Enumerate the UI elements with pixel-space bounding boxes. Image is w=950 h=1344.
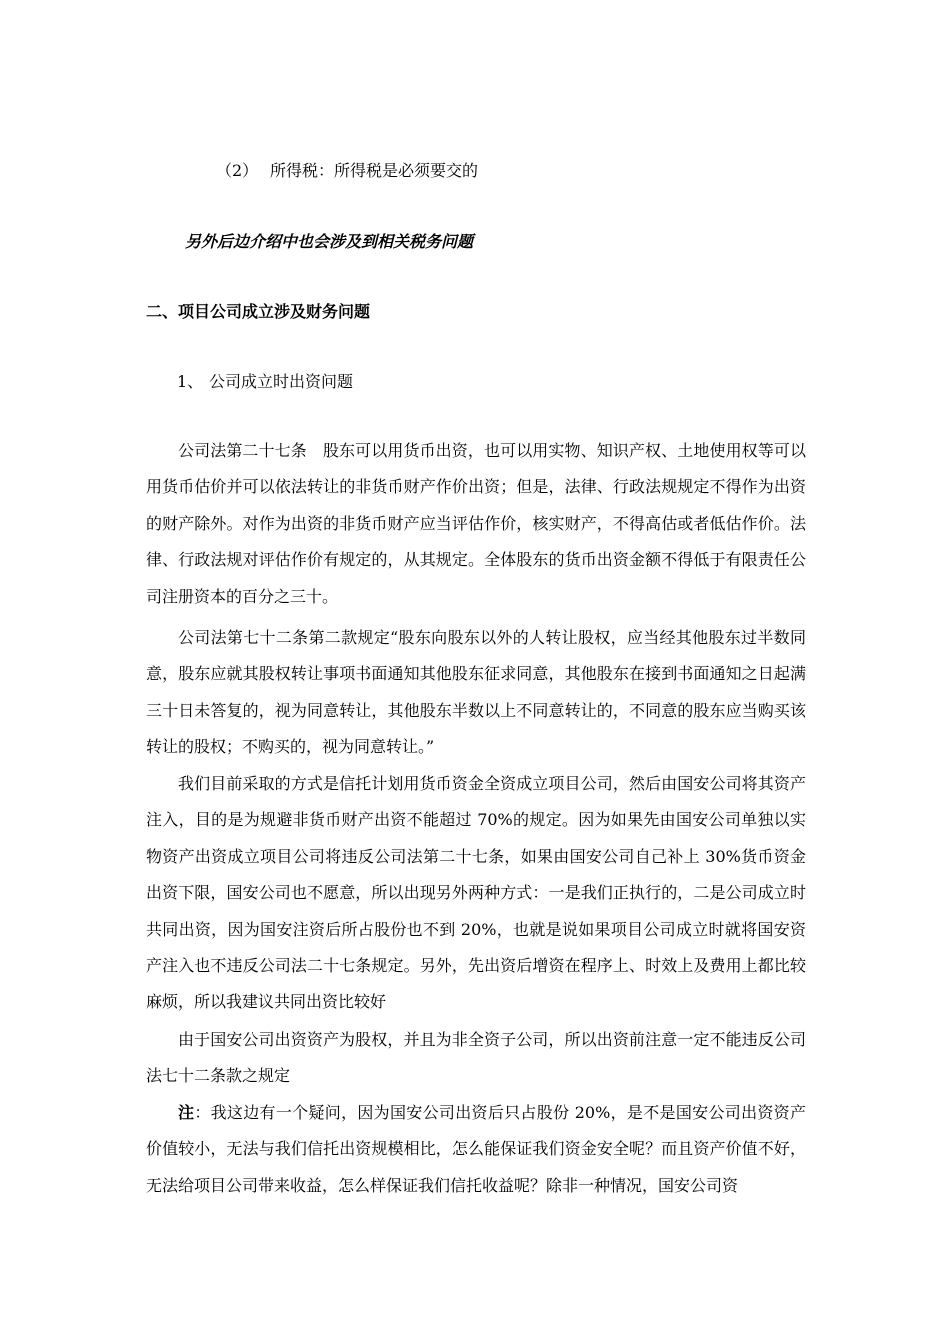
list-item-number: （2）	[216, 161, 259, 180]
note-text: ：我这边有一个疑问，因为国安公司出资后只占股份 20%，是不是国安公司出资资产价值较小，无法与我们信托出资规模相比，怎么能保证我们资金安全呢？而且资产价值不好，无法给项目公司带来收益，怎么样保证我们信托收益呢？除非一种情况，国安公司资	[146, 1103, 806, 1195]
subsection-text: 公司成立时出资问题	[209, 372, 354, 391]
paragraph-note	[146, 1095, 806, 1204]
paragraph-equity-contribution: 由于国安公司出资资产为股权，并且为非全资子公司，所以出资前注意一定不能违反公司法七十二条款之规定	[146, 1030, 806, 1086]
list-item-income-tax	[216, 161, 478, 181]
note-label: 注	[178, 1103, 195, 1122]
paragraph-article-72: 公司法第七十二条第二款规定“股东向股东以外的人转让股权，应当经其他股东过半数同意，股东应就其股权转让事项书面通知其他股东征求同意，其他股东在接到书面通知之日起满三十日未答复的，视为同意转让，其他股东半数以上不同意转让的，不同意的股东应当购买该转让的股权；不购买的，视为同意转让。”	[146, 628, 806, 757]
subsection-number: 1、	[177, 372, 204, 391]
paragraph-article-27: 公司法第二十七条 股东可以用货币出资，也可以用实物、知识产权、土地使用权等可以用货币估价并可以依法转让的非货币财产作价出资；但是，法律、行政法规规定不得作为出资的财产除外。对作为出资的非货币财产应当评估作价，核实财产，不得高估或者低估作价。法律、行政法规对评估作价有规定的，从其规定。全体股东的货币出资金额不得低于有限责任公司注册资本的百分之三十。	[146, 441, 806, 606]
paragraph-current-approach: 我们目前采取的方式是信托计划用货币资金全资成立项目公司，然后由国安公司将其资产注入，目的是为规避非货币财产出资不能超过 70%的规定。因为如果先由国安公司单独以实物资产出资成立项目公司将违反公司法第二十七条，如果由国安公司自己补上 30%货币资金出资下限，国安公司也不愿意，所以出现另外两种方式：一是我们正执行的，二是公司成立时共同出资，因为国安注资后所占股份也不到 20%，也就是说如果项目公司成立时就将国安资产注入也不违反公司法二十七条规定。另外，先出资后增资在程序上、时效上及费用上都比较麻烦，所以我建议共同出资比较好	[146, 774, 806, 1012]
subsection-heading	[177, 372, 353, 392]
tax-note: 另外后边介绍中也会涉及到相关税务问题	[185, 232, 474, 251]
section-title: 二、项目公司成立涉及财务问题	[146, 302, 371, 321]
list-item-text: 所得税：所得税是必须要交的	[270, 161, 479, 180]
